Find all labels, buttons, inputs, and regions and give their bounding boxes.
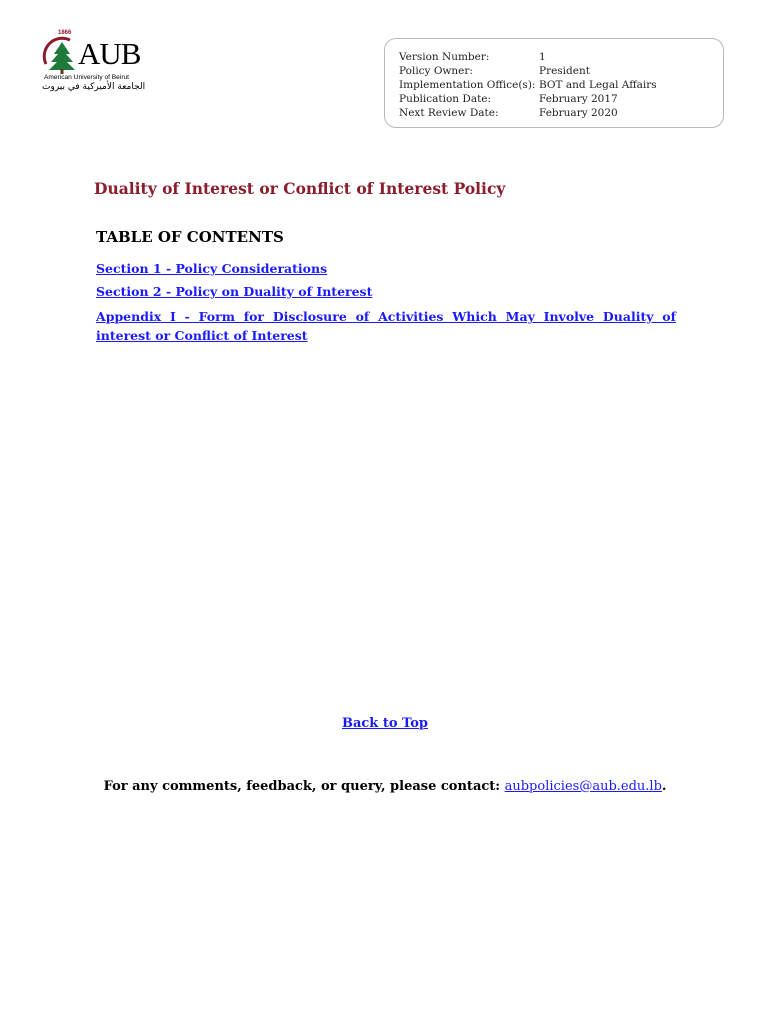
meta-value-publication: February 2017 — [539, 93, 618, 105]
contact-text: For any comments, feedback, or query, please contact: — [103, 779, 505, 794]
meta-label-owner: Policy Owner: — [399, 65, 473, 77]
page-title: Duality of Interest or Conflict of Interest Policy — [94, 179, 506, 198]
contact-line — [0, 779, 770, 794]
logo-subtitle: American University of Beirut — [44, 74, 130, 81]
meta-label-review: Next Review Date: — [399, 107, 499, 119]
meta-label-office: Implementation Office(s): — [399, 79, 536, 91]
logo-year: 1866 — [58, 30, 72, 36]
contact-end: . — [661, 779, 667, 794]
toc-link-section-2[interactable]: Section 2 - Policy on Duality of Interest — [96, 284, 373, 299]
meta-value-office: BOT and Legal Affairs — [539, 79, 657, 91]
logo-arabic-name: الجامعة الأميركية في بيروت — [42, 82, 146, 92]
toc-heading: TABLE OF CONTENTS — [96, 228, 284, 246]
meta-value-version: 1 — [539, 51, 546, 63]
toc-link-appendix-1[interactable]: Appendix I - Form for Disclosure of Activities Which May Involve Duality of interest or Conflict of Interest — [96, 309, 676, 343]
aub-logo — [38, 30, 148, 98]
back-to-top-container — [0, 716, 770, 731]
meta-label-publication: Publication Date: — [399, 93, 492, 105]
toc-link-section-1[interactable]: Section 1 - Policy Considerations — [96, 261, 328, 276]
meta-value-review: February 2020 — [539, 107, 618, 119]
back-to-top-link[interactable]: Back to Top — [341, 716, 428, 731]
meta-value-owner: President — [539, 65, 590, 77]
meta-label-version: Version Number: — [399, 51, 490, 63]
logo-wordmark: AUB — [78, 36, 141, 71]
policy-metadata-box — [384, 38, 724, 128]
contact-email-link[interactable]: aubpolicies@aub.edu.lb — [504, 779, 662, 794]
